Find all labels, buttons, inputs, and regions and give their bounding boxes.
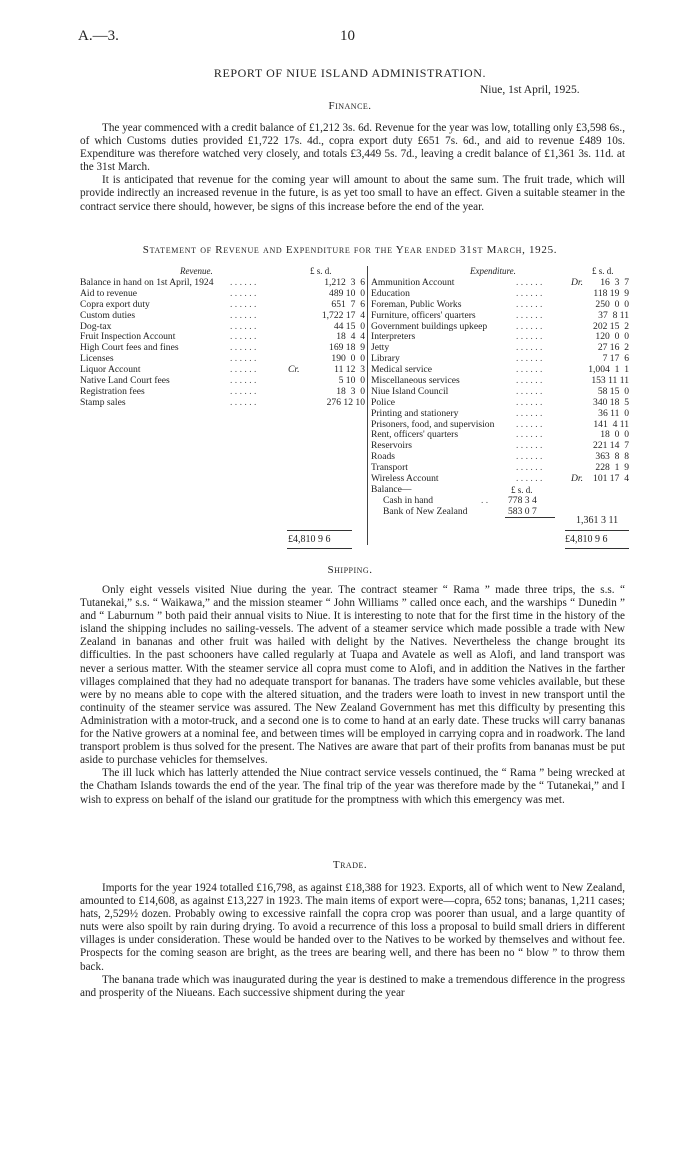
leader-dots: . . . . . . bbox=[230, 364, 257, 376]
revenue-row bbox=[80, 311, 365, 322]
revenue-row-label: Native Land Court fees bbox=[80, 375, 170, 387]
trade-body bbox=[80, 882, 625, 1000]
page-number: 10 bbox=[340, 28, 355, 44]
leader-dots: . . . . . . bbox=[516, 287, 543, 299]
balance-total: 1,361 3 11 bbox=[576, 515, 619, 526]
expenditure-row-label: Miscellaneous services bbox=[371, 375, 460, 387]
expenditure-row-label: Interpreters bbox=[371, 331, 416, 343]
expenditure-row-amount: 101 17 4 bbox=[593, 473, 629, 485]
revenue-row-label: Licenses bbox=[80, 353, 114, 365]
bank-label: Bank of New Zealand bbox=[383, 505, 468, 517]
revenue-row-label: Fruit Inspection Account bbox=[80, 331, 176, 343]
expenditure-row-amount: 1,004 1 1 bbox=[588, 364, 629, 376]
cash-in-hand-amount: 778 3 4 bbox=[508, 494, 537, 506]
expenditure-row-amount: 228 1 9 bbox=[595, 462, 629, 474]
revenue-total-rule bbox=[287, 530, 352, 531]
expenditure-row-label: Medical service bbox=[371, 364, 432, 376]
finance-paragraph-2: It is anticipated that revenue for the coming year will amount to about the same sum. The fruit trade, which will provide indirectly an increased revenue in the future, is as yet too small to have an effect. Given a suitable steamer in the contract service there should, however, be signs of this increase before the end of the year. bbox=[80, 174, 625, 213]
expenditure-row-amount: 221 14 7 bbox=[593, 440, 629, 452]
leader-dots: . . . . . . bbox=[516, 342, 543, 354]
revenue-row bbox=[80, 343, 365, 354]
expenditure-row-label: Government buildings upkeep bbox=[371, 320, 488, 332]
finance-body bbox=[80, 122, 625, 214]
expenditure-row-amount: 363 8 8 bbox=[595, 451, 629, 463]
revenue-heading: Revenue. bbox=[180, 266, 213, 276]
leader-dots: . . . . . . bbox=[516, 298, 543, 310]
expenditure-row-label: Roads bbox=[371, 451, 395, 463]
expenditure-row bbox=[371, 441, 629, 452]
revenue-row-amount: 169 18 9 bbox=[329, 342, 365, 354]
shipping-paragraph-1: Only eight vessels visited Niue during the year. The contract steamer “ Rama ” made three trips, the s.s. “ Tutanekai,” s.s. “ Waikawa,” and the mission steamer “ John Williams ” called once each, and the warships “ Dunedin ” and “ Laburnum ” both paid their annual visits to Niue. It is interesting to note that for the first time in the history of the island the shipping includes no sailing-vessels. The advent of a steamer service which made possible a trade with New Zealand in bananas and other fruit was hailed with delight by the Natives. Nevertheless the change brought its difficulties. In the past schooners have called regularly at Tuapa and Avatele as well as Alofi, and land transport was never a serious matter. With the steamer service all copra must come to Alofi, and in addition the Natives in the farther villages complained that they had no adequate transport for bananas. The traders have some vehicles available, but these were by no means able to cope with the altered situation, and the traders were loath to invest in new transport until the continuity of the steamer service was assured. The New Zealand Government has met this difficulty by presenting this Administration with a motor-truck, and a second one is to come to hand at an early date. These trucks will carry bananas for the Native growers at a nominal fee, and between times will be employed in carrying copra and in roadwork. The land transport problem is thus solved for the present. The Natives are aware that part of their profits from bananas must be put aside to purchase vehicles for themselves. bbox=[80, 584, 625, 767]
expenditure-total-underline bbox=[565, 548, 629, 549]
revenue-lsd-header: £ s. d. bbox=[310, 266, 332, 276]
leader-dots: . . . . . . bbox=[230, 375, 257, 387]
expenditure-lsd-header: £ s. d. bbox=[592, 266, 614, 276]
expenditure-row-amount: 250 0 0 bbox=[595, 298, 629, 310]
expenditure-row-amount: 58 15 0 bbox=[597, 385, 629, 397]
expenditure-table bbox=[371, 278, 629, 485]
leader-dots: . . . . . . bbox=[516, 385, 543, 397]
leader-dots: . . . . . . bbox=[230, 298, 257, 310]
revenue-row-amount: 276 12 10 bbox=[326, 396, 365, 408]
expenditure-row-label: Transport bbox=[371, 462, 408, 474]
expenditure-row-amount: 153 11 11 bbox=[591, 375, 629, 387]
bank-amount: 583 0 7 bbox=[508, 505, 537, 517]
report-title: REPORT OF NIUE ISLAND ADMINISTRATION. bbox=[213, 66, 487, 80]
expenditure-row-amount: 141 4 11 bbox=[593, 418, 629, 430]
revenue-row-label: Copra export duty bbox=[80, 298, 150, 310]
leader-dots: . . . . . . bbox=[516, 309, 543, 321]
expenditure-row-amount: 16 3 7 bbox=[600, 277, 629, 288]
expenditure-row-label: Ammunition Account bbox=[371, 277, 455, 288]
revenue-row-amount: 1,722 17 4 bbox=[321, 309, 365, 321]
leader-dots: . . . . . . bbox=[230, 396, 257, 408]
revenue-row-label: Registration fees bbox=[80, 385, 145, 397]
expenditure-row bbox=[371, 332, 629, 343]
expenditure-row-label: Foreman, Public Works bbox=[371, 298, 462, 310]
revenue-row-label: Stamp sales bbox=[80, 396, 126, 408]
revenue-row bbox=[80, 398, 365, 409]
expenditure-row bbox=[371, 452, 629, 463]
leader-dots: . . . . . . bbox=[516, 429, 543, 441]
expenditure-row-label: Furniture, officers' quarters bbox=[371, 309, 476, 321]
page-ref: A.—3. bbox=[78, 28, 119, 44]
revenue-row-label: Balance in hand on 1st April, 1924 bbox=[80, 277, 214, 288]
expenditure-row-label: Niue Island Council bbox=[371, 385, 449, 397]
trade-paragraph-2: The banana trade which was inaugurated during the year is destined to make a tremendous difference in the progress and prosperity of the Niueans. Each successive shipment during the year bbox=[80, 973, 625, 999]
revenue-row-label: Liquor Account bbox=[80, 364, 141, 376]
expenditure-heading: Expenditure. bbox=[470, 266, 516, 276]
leader-dots: . . . . . . bbox=[516, 331, 543, 343]
leader-dots: . . . . . . bbox=[516, 473, 543, 485]
trade-paragraph-1: Imports for the year 1924 totalled £16,798, as against £18,388 for 1923. Exports, all of which went to New Zealand, amounted to £14,608, as against £13,227 in 1923. The main items of export were—copra, 652 tons; bananas, 1,211 cases; hats, 2,529½ dozen. Probably owing to excessive rainfall the copra crop was poorer than usual, and a large quantity of nuts were also spoilt by rain during drying. To avoid a recurrence of this loss a proposal to build small driers in different villages is under consideration. These would be handed over to the Natives to be worked by themselves and without fee. Prospects for the coming season are bright, as the trees are bearing well, and there has been no “ blow ” to throw them back. bbox=[80, 882, 625, 973]
expenditure-row-label: Reservoirs bbox=[371, 440, 413, 452]
expenditure-row-label: Police bbox=[371, 396, 395, 408]
revenue-table bbox=[80, 278, 365, 409]
leader-dots: . . . . . . bbox=[230, 331, 257, 343]
revenue-row-amount: 44 15 0 bbox=[333, 320, 365, 332]
leader-dots: . . . . . . bbox=[516, 440, 543, 452]
trade-heading: Trade. bbox=[332, 859, 368, 871]
leader-dots: . . . . . . bbox=[230, 353, 257, 365]
finance-paragraph-1: The year commenced with a credit balance of £1,212 3s. 6d. Revenue for the year was low, totalling only £3,598 6s., of which Customs duties provided £1,722 17s. 4d., copra export duty £651 7s. 6d., and aid to revenue £489 10s. Expenditure was therefore watched very closely, and totals £3,449 5s. 7d., leaving a credit balance of £1,361 3s. 11d. at the 31st March. bbox=[80, 122, 625, 174]
dateline: Niue, 1st April, 1925. bbox=[480, 84, 580, 96]
balance-sub-header: £ s. d. bbox=[511, 485, 533, 495]
cash-in-hand-label: Cash in hand bbox=[383, 494, 434, 506]
expenditure-row-label: Prisoners, food, and supervision bbox=[371, 418, 495, 430]
revenue-row-prefix: Cr. bbox=[288, 364, 300, 376]
expenditure-row bbox=[371, 311, 629, 322]
revenue-row-amount: 1,212 3 6 bbox=[324, 277, 365, 288]
revenue-row-amount: 11 12 3 bbox=[334, 364, 365, 376]
expenditure-total: £4,810 9 6 bbox=[565, 534, 608, 545]
revenue-total-underline bbox=[287, 548, 352, 549]
revenue-row-label: Aid to revenue bbox=[80, 287, 138, 299]
revenue-row-amount: 18 4 4 bbox=[336, 331, 365, 343]
column-divider bbox=[367, 266, 368, 545]
expenditure-row-prefix: Dr. bbox=[571, 277, 583, 288]
leader-dots: . . . . . . bbox=[230, 342, 257, 354]
shipping-paragraph-2: The ill luck which has latterly attended the Niue contract service vessels continued, the “ Rama ” being wrecked at the Chatham Islands towards the end of the year. The final trip of the year was therefore made by the “ Tutanekai,” and I wish to express on behalf of the island our gratitude for the promptness with which this emergency was met. bbox=[80, 767, 625, 806]
revenue-row-amount: 651 7 6 bbox=[331, 298, 365, 310]
expenditure-row-label: Printing and stationery bbox=[371, 407, 459, 419]
expenditure-total-rule bbox=[565, 530, 629, 531]
expenditure-row-label: Wireless Account bbox=[371, 473, 439, 485]
expenditure-row-prefix: Dr. bbox=[571, 473, 583, 485]
revenue-row-label: High Court fees and fines bbox=[80, 342, 179, 354]
expenditure-row-amount: 202 15 2 bbox=[593, 320, 629, 332]
revenue-row-amount: 489 10 0 bbox=[329, 287, 365, 299]
leader-dots: . . . . . . bbox=[230, 277, 257, 288]
leader-dots: . . . . . . bbox=[516, 353, 543, 365]
leader-dots: . . . . . . bbox=[516, 451, 543, 463]
leader-dots: . . . . . . bbox=[516, 320, 543, 332]
expenditure-row-amount: 27 16 2 bbox=[597, 342, 629, 354]
leader-dots: . . . . . . bbox=[516, 277, 543, 288]
expenditure-row-amount: 37 8 11 bbox=[598, 309, 629, 321]
leader-dots: . . . . . . bbox=[230, 287, 257, 299]
leader-dots: . . . . . . bbox=[230, 320, 257, 332]
expenditure-row-amount: 18 0 0 bbox=[600, 429, 629, 441]
leader-dots: . . . . . . bbox=[230, 385, 257, 397]
expenditure-row-amount: 36 11 0 bbox=[598, 407, 629, 419]
shipping-body bbox=[80, 584, 625, 807]
shipping-heading: Shipping. bbox=[327, 564, 373, 576]
leader-dots: . . . . . . bbox=[516, 418, 543, 430]
expenditure-row bbox=[371, 387, 629, 398]
expenditure-row-label: Education bbox=[371, 287, 410, 299]
leader-dots: . . . . . . bbox=[516, 462, 543, 474]
finance-heading: Finance. bbox=[328, 100, 372, 112]
revenue-row-amount: 5 10 0 bbox=[338, 375, 365, 387]
leader-dots: . . . . . . bbox=[516, 407, 543, 419]
revenue-row-amount: 190 0 0 bbox=[331, 353, 365, 365]
leader-dots: . . bbox=[481, 494, 489, 506]
leader-dots: . . . . . . bbox=[516, 364, 543, 376]
leader-dots: . . . . . . bbox=[230, 309, 257, 321]
revenue-row-amount: 18 3 0 bbox=[336, 385, 365, 397]
expenditure-row bbox=[371, 409, 629, 420]
revenue-row-label: Custom duties bbox=[80, 309, 136, 321]
expenditure-row-amount: 7 17 6 bbox=[602, 353, 629, 365]
leader-dots: . . . . . . bbox=[516, 375, 543, 387]
balance-rule bbox=[505, 517, 555, 518]
expenditure-row-amount: 340 18 5 bbox=[593, 396, 629, 408]
expenditure-row-label: Rent, officers' quarters bbox=[371, 429, 459, 441]
statement-title: Statement of Revenue and Expenditure for the Year ended 31st March, 1925. bbox=[142, 244, 558, 256]
balance-block bbox=[371, 485, 629, 518]
revenue-total: £4,810 9 6 bbox=[288, 534, 331, 545]
expenditure-row-amount: 120 0 0 bbox=[595, 331, 629, 343]
expenditure-row-label: Library bbox=[371, 353, 400, 365]
leader-dots: . . . . . . bbox=[516, 396, 543, 408]
balance-label: Balance— bbox=[371, 484, 412, 495]
expenditure-row-amount: 118 19 9 bbox=[593, 287, 629, 299]
revenue-row-label: Dog-tax bbox=[80, 320, 112, 332]
expenditure-row-label: Jetty bbox=[371, 342, 390, 354]
expenditure-row bbox=[371, 343, 629, 354]
